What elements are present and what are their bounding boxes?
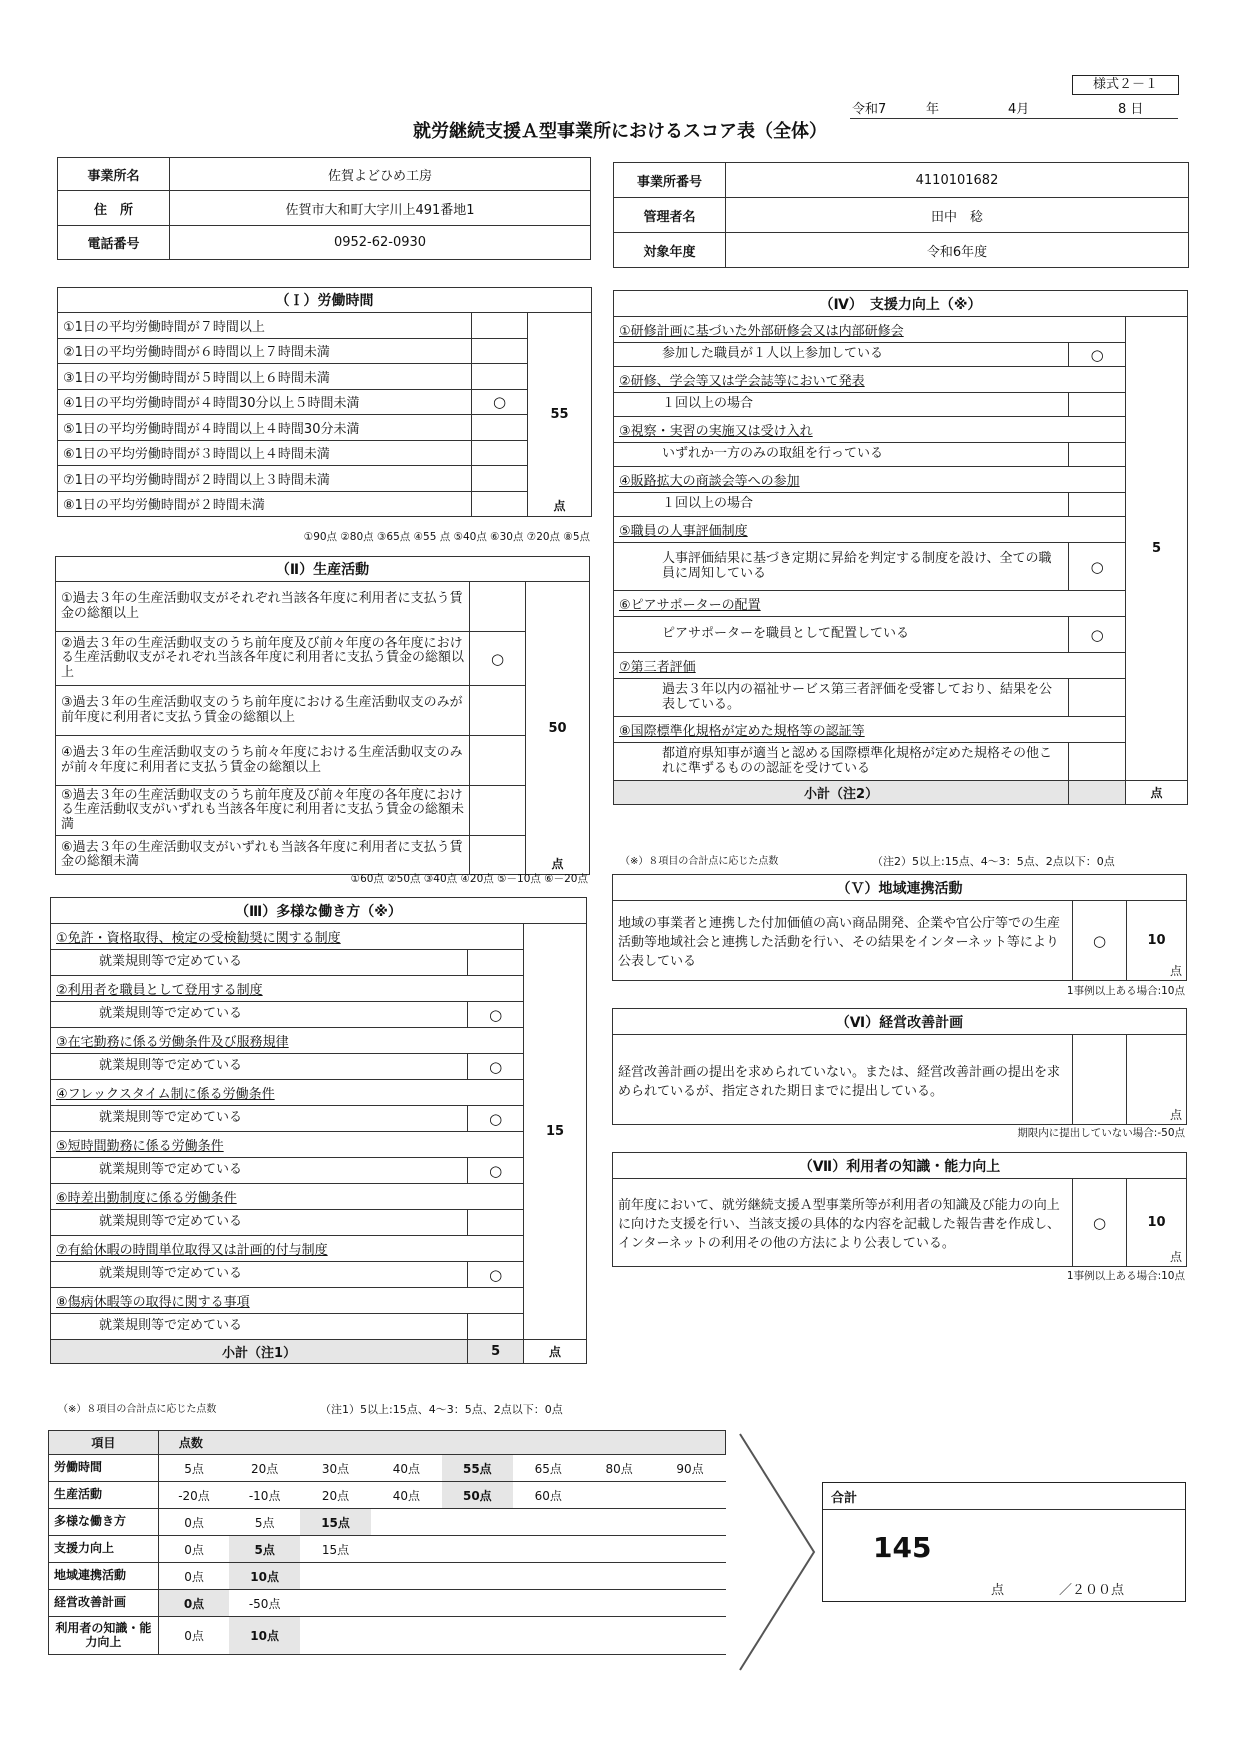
summary-value: 5点: [229, 1509, 300, 1536]
summary-value: [655, 1617, 726, 1655]
item-mark: [1069, 493, 1126, 517]
item-condition: 人事評価結果に基づき定期に昇給を判定する制度を設け、全ての職員に周知している: [614, 543, 1069, 591]
form-number: 様式２－１: [1072, 75, 1179, 95]
criteria-text: ⑦1日の平均労働時間が２時間以上３時間未満: [58, 466, 472, 492]
info-value: 令和6年度: [726, 233, 1189, 268]
item-heading: ②利用者を職員として登用する制度: [51, 976, 524, 1002]
item-row: [51, 1002, 587, 1028]
info-label: 事業所名: [58, 158, 170, 191]
summary-value: 0点: [158, 1563, 229, 1590]
summary-value: [442, 1536, 513, 1563]
section-7-title: （Ⅶ）利用者の知識・能力向上: [613, 1153, 1187, 1179]
item-mark: [1069, 679, 1126, 717]
section-6-unit: 点: [1169, 1108, 1182, 1122]
section-2-score: 50: [548, 720, 567, 736]
summary-value: 50点: [442, 1482, 513, 1509]
criteria-text: ⑥1日の平均労働時間が３時間以上４時間未満: [58, 440, 472, 466]
item-mark: ○: [468, 1054, 524, 1080]
item-row: [614, 617, 1188, 653]
summary-value: [513, 1563, 584, 1590]
item-row: [51, 1210, 587, 1236]
section-5-score-cell: [1127, 901, 1187, 981]
info-row: [614, 163, 1189, 198]
section-4-unit: 点: [1126, 781, 1188, 805]
summary-label: 経営改善計画: [49, 1590, 159, 1617]
summary-label: 生産活動: [49, 1482, 159, 1509]
section-2-scale-note: ①60点 ②50点 ③40点 ④20点 ⑤－10点 ⑥－20点: [350, 873, 588, 885]
item-heading: ③在宅勤務に係る労働条件及び服務規律: [51, 1028, 524, 1054]
summary-value: 40点: [371, 1455, 442, 1482]
section-1-score: 55: [550, 407, 569, 422]
summary-row: [49, 1590, 726, 1617]
item-condition: １回以上の場合: [614, 393, 1069, 417]
summary-value: [513, 1509, 584, 1536]
summary-row: [49, 1455, 726, 1482]
item-condition: 都道府県知事が適当と認める国際標準化規格が定めた規格その他これに準ずるものの認証を受けている: [614, 743, 1069, 781]
item-row: [51, 1158, 587, 1184]
section-4-score: 5: [1126, 317, 1188, 781]
section-7-mark: ○: [1073, 1179, 1127, 1267]
item-row: [51, 950, 587, 976]
section-3-note-right: （注1）5以上:15点、4～3：5点、2点以下：0点: [320, 1403, 563, 1416]
item-condition: 就業規則等で定めている: [51, 1210, 468, 1236]
summary-value: [655, 1563, 726, 1590]
summary-value: -50点: [229, 1590, 300, 1617]
item-condition: いずれか一方のみの取組を行っている: [614, 443, 1069, 467]
section-4-subtotal: [1069, 781, 1126, 805]
criteria-row: [58, 338, 592, 364]
summary-value: [584, 1590, 655, 1617]
summary-head-item: 項目: [49, 1431, 159, 1455]
page-title: 就労継続支援Ａ型事業所におけるスコア表（全体）: [413, 121, 827, 142]
summary-value: [584, 1617, 655, 1655]
section-7-note: 1事例以上ある場合:10点: [1066, 1270, 1185, 1282]
criteria-mark: [472, 491, 528, 517]
section-user-skills: [612, 1152, 1187, 1267]
criteria-row: [56, 632, 590, 686]
criteria-row: [58, 466, 592, 492]
item-mark: ○: [468, 1002, 524, 1028]
criteria-mark: [470, 736, 526, 786]
item-row: [51, 1054, 587, 1080]
section-3-unit: 点: [524, 1340, 587, 1364]
summary-value: [371, 1509, 442, 1536]
summary-value: 90点: [655, 1455, 726, 1482]
section-support-capacity: [613, 290, 1188, 805]
date-day: 8 日: [1118, 102, 1144, 117]
criteria-text: ①過去３年の生産活動収支がそれぞれ当該各年度に利用者に支払う賃金の総額以上: [56, 582, 470, 632]
item-mark: ○: [1069, 617, 1126, 653]
date-line: [850, 98, 1178, 119]
item-row: [614, 679, 1188, 717]
summary-value: [300, 1563, 371, 1590]
criteria-mark: [472, 440, 528, 466]
section-6-note: 期限内に提出していない場合:-50点: [1017, 1127, 1185, 1139]
item-row: [614, 393, 1188, 417]
criteria-text: ③1日の平均労働時間が５時間以上６時間未満: [58, 364, 472, 390]
summary-value: 15点: [300, 1536, 371, 1563]
item-heading: ⑤短時間勤務に係る労働条件: [51, 1132, 524, 1158]
summary-value: 0点: [158, 1509, 229, 1536]
total-label: 合計: [831, 1491, 858, 1506]
summary-value: 40点: [371, 1482, 442, 1509]
total-header: [823, 1483, 1185, 1510]
section-1-title: （Ｉ）労働時間: [58, 288, 592, 313]
info-value: 0952-62-0930: [170, 226, 591, 260]
criteria-text: ⑥過去３年の生産活動収支がいずれも当該各年度に利用者に支払う賃金の総額未満: [56, 836, 470, 875]
total-value: 145: [873, 1531, 932, 1564]
summary-value: -10点: [229, 1482, 300, 1509]
item-mark: [1069, 743, 1126, 781]
summary-head-points: 点数: [158, 1431, 725, 1455]
item-mark: ○: [468, 1158, 524, 1184]
criteria-mark: [472, 364, 528, 390]
summary-value: [300, 1590, 371, 1617]
item-heading: ⑤職員の人事評価制度: [614, 517, 1126, 543]
summary-value: [655, 1482, 726, 1509]
info-label: 管理者名: [614, 198, 726, 233]
section-5-unit: 点: [1169, 964, 1182, 978]
section-5-mark: ○: [1073, 901, 1127, 981]
criteria-row: [56, 582, 590, 632]
section-6-title: （Ⅵ）経営改善計画: [613, 1009, 1187, 1035]
item-row: [51, 1314, 587, 1340]
total-max: ／２００点: [1059, 1583, 1125, 1598]
section-2-title: （Ⅱ）生産活動: [56, 557, 590, 582]
date-era-year: 令和7: [852, 102, 887, 117]
summary-value: [655, 1536, 726, 1563]
summary-value: 0点: [158, 1590, 229, 1617]
item-row: [51, 1262, 587, 1288]
total-box: [822, 1482, 1186, 1602]
summary-value: 60点: [513, 1482, 584, 1509]
summary-label: 利用者の知識・能力向上: [49, 1617, 159, 1655]
summary-table: [48, 1430, 726, 1655]
criteria-text: ⑧1日の平均労働時間が２時間未満: [58, 491, 472, 517]
summary-value: [655, 1509, 726, 1536]
section-7-unit: 点: [1169, 1250, 1182, 1264]
summary-value: [442, 1563, 513, 1590]
info-row: [58, 226, 591, 260]
info-label: 電話番号: [58, 226, 170, 260]
info-row: [614, 198, 1189, 233]
criteria-mark: [470, 582, 526, 632]
info-value: 佐賀市大和町大字川上491番地1: [170, 191, 591, 226]
section-4-note-right: （注2）5以上:15点、4～3：5点、2点以下：0点: [872, 855, 1115, 868]
criteria-row: [58, 440, 592, 466]
section-management-plan: [612, 1008, 1187, 1125]
section-production: [55, 556, 590, 875]
item-heading: ④フレックスタイム制に係る労働条件: [51, 1080, 524, 1106]
summary-value: [371, 1590, 442, 1617]
item-heading: ⑦有給休暇の時間単位取得又は計画的付与制度: [51, 1236, 524, 1262]
info-row: [58, 158, 591, 191]
section-1-scale-note: ①90点 ②80点 ③65点 ④55 点 ⑤40点 ⑥30点 ⑦20点 ⑧5点: [303, 531, 590, 543]
summary-value: [513, 1590, 584, 1617]
item-heading: ⑦第三者評価: [614, 653, 1126, 679]
criteria-mark: ○: [472, 389, 528, 415]
info-value: 佐賀よどひめ工房: [170, 158, 591, 191]
criteria-mark: [470, 836, 526, 875]
summary-value: 20点: [229, 1455, 300, 1482]
summary-value: 55点: [442, 1455, 513, 1482]
section-7-score-cell: [1127, 1179, 1187, 1267]
item-mark: [468, 1210, 524, 1236]
summary-value: [584, 1563, 655, 1590]
summary-value: 0点: [158, 1617, 229, 1655]
item-heading: ⑧傷病休暇等の取得に関する事項: [51, 1288, 524, 1314]
item-row: [614, 343, 1188, 367]
section-4-subtotal-label: 小計（注2）: [614, 781, 1069, 805]
summary-value: 15点: [300, 1509, 371, 1536]
summary-row: [49, 1617, 726, 1655]
item-heading: ⑥時差出勤制度に係る労働条件: [51, 1184, 524, 1210]
summary-value: [442, 1590, 513, 1617]
summary-value: [513, 1536, 584, 1563]
section-6-text: 経営改善計画の提出を求められていない。または、経営改善計画の提出を求められているが、指定された期日までに提出している。: [613, 1035, 1073, 1125]
section-working-hours: [57, 287, 592, 517]
item-condition: 参加した職員が１人以上参加している: [614, 343, 1069, 367]
summary-value: [655, 1590, 726, 1617]
section-community: [612, 874, 1187, 981]
summary-value: 30点: [300, 1455, 371, 1482]
criteria-text: ③過去３年の生産活動収支のうち前年度における生産活動収支のみが前年度に利用者に支払う賃金の総額以上: [56, 686, 470, 736]
item-row: [614, 443, 1188, 467]
summary-value: 10点: [229, 1563, 300, 1590]
date-month: 4月: [1008, 102, 1030, 117]
total-unit: 点: [991, 1583, 1005, 1598]
criteria-mark: [472, 313, 528, 339]
summary-value: [513, 1617, 584, 1655]
criteria-row: [56, 686, 590, 736]
criteria-row: [58, 491, 592, 517]
criteria-mark: [470, 686, 526, 736]
criteria-text: ①1日の平均労働時間が７時間以上: [58, 313, 472, 339]
summary-value: [584, 1536, 655, 1563]
section-1-score-cell: [528, 313, 592, 517]
summary-value: [584, 1482, 655, 1509]
item-mark: [1069, 393, 1126, 417]
item-condition: １回以上の場合: [614, 493, 1069, 517]
summary-value: [371, 1617, 442, 1655]
criteria-row: [56, 786, 590, 836]
info-row: [614, 233, 1189, 268]
section-2-unit: 点: [551, 857, 564, 871]
facility-info-left: [57, 157, 591, 260]
item-heading: ⑥ピアサポーターの配置: [614, 591, 1126, 617]
criteria-text: ④1日の平均労働時間が４時間30分以上５時間未満: [58, 389, 472, 415]
summary-row: [49, 1482, 726, 1509]
section-2-score-cell: [526, 582, 590, 875]
section-6-score-cell: [1127, 1035, 1187, 1125]
item-condition: 就業規則等で定めている: [51, 950, 468, 976]
item-heading: ③視察・実習の実施又は受け入れ: [614, 417, 1126, 443]
item-condition: 就業規則等で定めている: [51, 1106, 468, 1132]
section-5-note: 1事例以上ある場合:10点: [1066, 985, 1185, 997]
item-heading: ⑧国際標準化規格が定めた規格等の認証等: [614, 717, 1126, 743]
item-condition: 就業規則等で定めている: [51, 1002, 468, 1028]
criteria-text: ②1日の平均労働時間が６時間以上７時間未満: [58, 338, 472, 364]
summary-label: 地域連携活動: [49, 1563, 159, 1590]
item-row: [51, 1106, 587, 1132]
info-label: 住 所: [58, 191, 170, 226]
info-label: 対象年度: [614, 233, 726, 268]
summary-label: 支援力向上: [49, 1536, 159, 1563]
criteria-mark: [470, 786, 526, 836]
item-condition: 就業規則等で定めている: [51, 1158, 468, 1184]
item-row: [614, 543, 1188, 591]
criteria-text: ④過去３年の生産活動収支のうち前々年度における生産活動収支のみが前々年度に利用者に支払う賃金の総額以上: [56, 736, 470, 786]
item-mark: ○: [468, 1262, 524, 1288]
summary-label: 多様な働き方: [49, 1509, 159, 1536]
section-3-subtotal-label: 小計（注1）: [51, 1340, 468, 1364]
info-row: [58, 191, 591, 226]
section-4-note-left: （※）８項目の合計点に応じた点数: [620, 856, 779, 867]
section-3-title: （Ⅲ）多様な働き方（※）: [51, 898, 587, 924]
summary-value: -20点: [158, 1482, 229, 1509]
item-heading: ①免許・資格取得、検定の受検勧奨に関する制度: [51, 924, 524, 950]
section-work-styles: [50, 897, 587, 1364]
item-mark: ○: [1069, 543, 1126, 591]
criteria-mark: [472, 338, 528, 364]
summary-value: [371, 1536, 442, 1563]
item-heading: ②研修、学会等又は学会誌等において発表: [614, 367, 1126, 393]
criteria-row: [58, 313, 592, 339]
item-mark: ○: [1069, 343, 1126, 367]
info-value: 4110101682: [726, 163, 1189, 198]
section-3-score: 15: [524, 924, 587, 1340]
criteria-mark: [472, 415, 528, 441]
summary-value: [584, 1509, 655, 1536]
section-5-text: 地域の事業者と連携した付加価値の高い商品開発、企業や官公庁等での生産活動等地域社会と連携した活動を行い、その結果をインターネット等により公表している: [613, 901, 1073, 981]
item-row: [614, 743, 1188, 781]
criteria-row: [58, 364, 592, 390]
criteria-text: ⑤1日の平均労働時間が４時間以上４時間30分未満: [58, 415, 472, 441]
summary-value: 0点: [158, 1536, 229, 1563]
info-label: 事業所番号: [614, 163, 726, 198]
arrow-icon: [738, 1432, 818, 1672]
section-6-mark: [1073, 1035, 1127, 1125]
criteria-text: ②過去３年の生産活動収支のうち前年度及び前々年度の各年度における生産活動収支がそれぞれ当該各年度に利用者に支払う賃金の総額以上: [56, 632, 470, 686]
info-value: 田中 稔: [726, 198, 1189, 233]
section-1-unit: 点: [553, 499, 566, 513]
criteria-mark: ○: [470, 632, 526, 686]
criteria-row: [58, 415, 592, 441]
section-7-text: 前年度において、就労継続支援Ａ型事業所等が利用者の知識及び能力の向上に向けた支援を行い、当該支援の具体的な内容を記載した報告書を作成し、インターネットの利用その他の方法により公表している。: [613, 1179, 1073, 1267]
item-condition: 就業規則等で定めている: [51, 1314, 468, 1340]
summary-value: [300, 1617, 371, 1655]
summary-value: 5点: [229, 1536, 300, 1563]
item-mark: [1069, 443, 1126, 467]
summary-value: 65点: [513, 1455, 584, 1482]
item-condition: ピアサポーターを職員として配置している: [614, 617, 1069, 653]
criteria-row: [56, 736, 590, 786]
criteria-row: [56, 836, 590, 875]
section-4-title: （Ⅳ） 支援力向上（※）: [614, 291, 1188, 317]
item-mark: [468, 950, 524, 976]
section-3-note-left: （※）８項目の合計点に応じた点数: [58, 1404, 217, 1415]
criteria-row: [58, 389, 592, 415]
section-7-score: 10: [1147, 1215, 1166, 1230]
summary-label: 労働時間: [49, 1455, 159, 1482]
criteria-text: ⑤過去３年の生産活動収支のうち前年度及び前々年度の各年度における生産活動収支がいずれも当該各年度に利用者に支払う賃金の総額未満: [56, 786, 470, 836]
summary-value: 5点: [158, 1455, 229, 1482]
item-heading: ①研修計画に基づいた外部研修会又は内部研修会: [614, 317, 1126, 343]
date-year-unit: 年: [926, 102, 940, 117]
summary-value: [442, 1509, 513, 1536]
section-5-title: （Ｖ）地域連携活動: [613, 875, 1187, 901]
summary-row: [49, 1563, 726, 1590]
item-condition: 過去３年以内の福祉サービス第三者評価を受審しており、結果を公表している。: [614, 679, 1069, 717]
item-condition: 就業規則等で定めている: [51, 1054, 468, 1080]
item-mark: [468, 1314, 524, 1340]
item-row: [614, 493, 1188, 517]
summary-value: 80点: [584, 1455, 655, 1482]
item-heading: ④販路拡大の商談会等への参加: [614, 467, 1126, 493]
summary-value: 20点: [300, 1482, 371, 1509]
item-mark: ○: [468, 1106, 524, 1132]
summary-row: [49, 1509, 726, 1536]
summary-row: [49, 1536, 726, 1563]
facility-info-right: [613, 162, 1189, 268]
summary-value: [442, 1617, 513, 1655]
summary-value: 10点: [229, 1617, 300, 1655]
item-condition: 就業規則等で定めている: [51, 1262, 468, 1288]
section-5-score: 10: [1147, 933, 1166, 948]
section-3-subtotal: 5: [468, 1340, 524, 1364]
criteria-mark: [472, 466, 528, 492]
summary-value: [371, 1563, 442, 1590]
